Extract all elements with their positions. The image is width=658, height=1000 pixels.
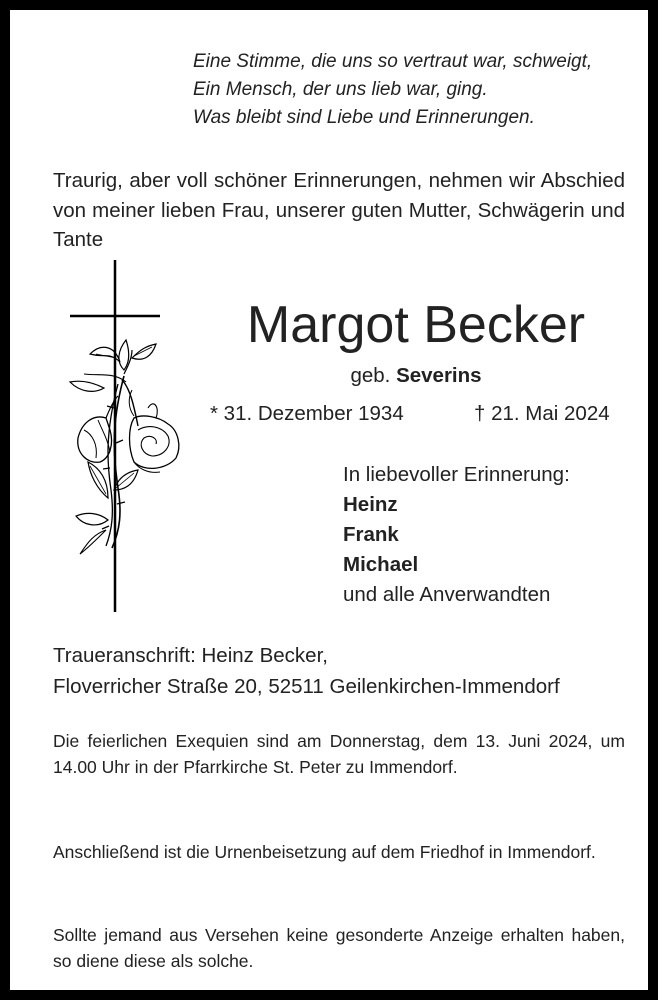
cross-with-rose-icon xyxy=(48,258,188,614)
maiden-prefix: geb. xyxy=(350,364,391,387)
maiden-name-line xyxy=(216,362,616,390)
address-line-1: Traueranschrift: Heinz Becker, xyxy=(53,644,328,667)
poem-line-3: Was bleibt sind Liebe und Erinnerungen. xyxy=(193,107,535,128)
intro-text: Traurig, aber voll schöner Erinnerungen, nehmen wir Abschied von meiner lieben Frau, unserer guten Mutter, Schwägerin und Tante xyxy=(53,169,625,251)
address-line-2: Floverricher Straße 20, 52511 Geilenkirchen-Immendorf xyxy=(53,675,560,698)
life-dates xyxy=(210,400,610,428)
mourner-name: Heinz xyxy=(343,493,398,516)
maiden-name: Severins xyxy=(396,364,482,387)
mourners xyxy=(343,460,570,610)
mourners-heading: In liebevoller Erinnerung: xyxy=(343,463,570,486)
urn-burial-paragraph: Anschließend ist die Urnenbeisetzung auf dem Friedhof in Immendorf. xyxy=(53,842,596,862)
notice-paragraph: Sollte jemand aus Versehen keine gesonderte Anzeige erhalten haben, so diene diese als solche. xyxy=(53,925,625,971)
deceased-name: Margot Becker xyxy=(246,296,586,354)
death-date: † 21. Mai 2024 xyxy=(474,402,610,425)
poem-line-2: Ein Mensch, der uns lieb war, ging. xyxy=(193,79,488,100)
exequien-paragraph: Die feierlichen Exequien sind am Donnerstag, dem 13. Juni 2024, um 14.00 Uhr in der Pfarrkirche St. Peter zu Immendorf. xyxy=(53,731,625,777)
poem xyxy=(193,48,592,132)
mourners-closing: und alle Anverwandten xyxy=(343,583,551,606)
mourning-address xyxy=(53,640,560,702)
mourner-name: Frank xyxy=(343,523,399,546)
mourner-name: Michael xyxy=(343,553,419,576)
birth-date: * 31. Dezember 1934 xyxy=(210,402,404,425)
poem-line-1: Eine Stimme, die uns so vertraut war, schweigt, xyxy=(193,51,593,72)
